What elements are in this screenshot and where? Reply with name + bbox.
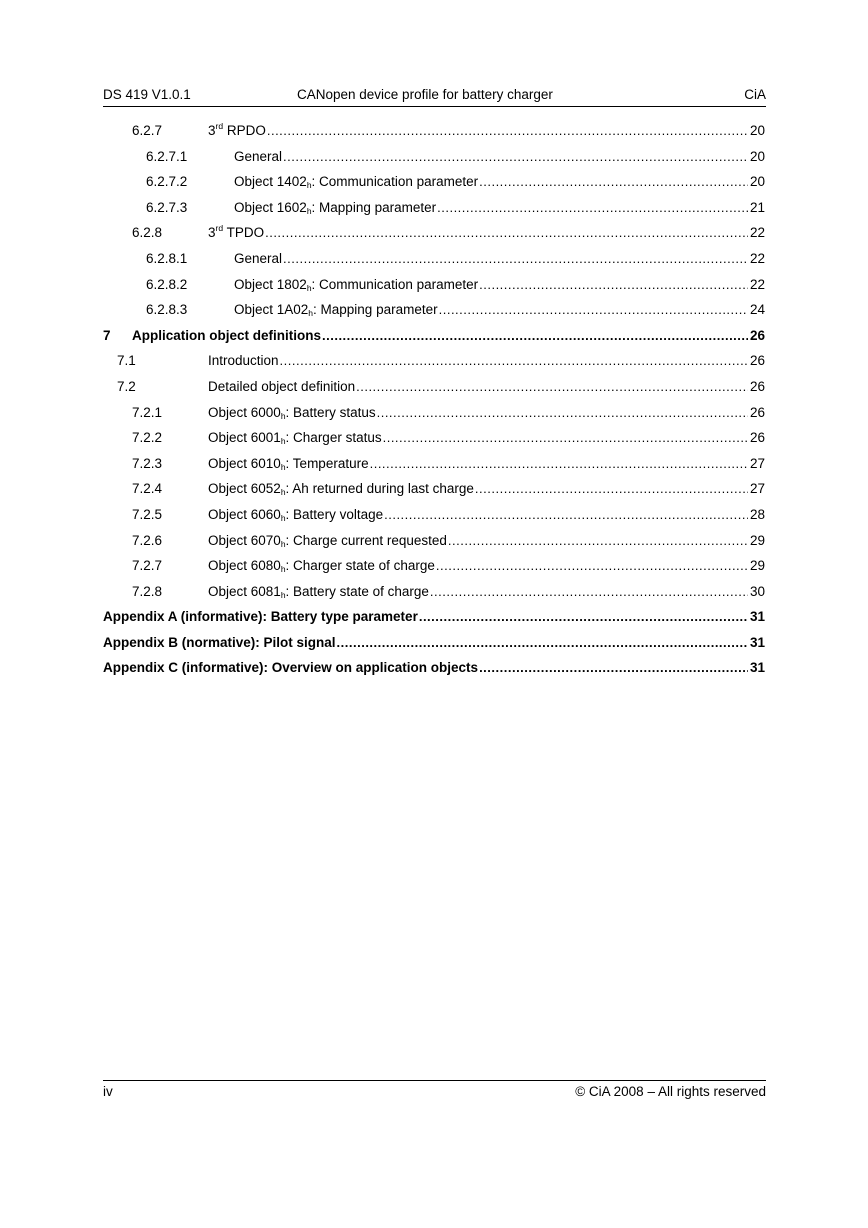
toc-entry[interactable] <box>103 632 765 658</box>
toc-entry-number: 7.2 <box>117 378 136 394</box>
toc-entry-title <box>208 222 265 243</box>
toc-entry-page: 27 <box>749 481 765 497</box>
toc-entry-number: 7.2.3 <box>132 455 163 471</box>
toc-entry-title-text: Appendix C (informative): Overview on application objects <box>103 660 479 676</box>
dot-leader <box>370 453 748 474</box>
page-number: iv <box>103 1084 113 1099</box>
toc-entry-title-text: Appendix B (normative): Pilot signal <box>103 634 336 650</box>
toc-entry[interactable] <box>103 581 765 607</box>
table-of-contents <box>103 120 765 683</box>
toc-entry-number: 7 <box>103 327 111 343</box>
dot-leader <box>479 274 748 295</box>
toc-entry-title <box>208 350 280 371</box>
toc-entry[interactable] <box>103 555 765 581</box>
dot-leader <box>383 427 748 448</box>
toc-entry-page: 22 <box>749 276 765 292</box>
toc-entry-title <box>103 606 419 627</box>
copyright: © CiA 2008 – All rights reserved <box>575 1084 766 1099</box>
toc-entry-page: 29 <box>749 532 765 548</box>
dot-leader <box>448 530 748 551</box>
toc-entry-number: 6.2.8.1 <box>146 250 188 266</box>
toc-entry[interactable] <box>103 453 765 479</box>
toc-entry-page: 31 <box>749 609 765 625</box>
toc-entry-number: 7.2.2 <box>132 430 163 446</box>
toc-entry-title-text: Object 6010 <box>208 455 281 471</box>
dot-leader <box>377 402 748 423</box>
dot-leader <box>283 248 748 269</box>
toc-entry-number: 7.1 <box>117 353 136 369</box>
dot-leader <box>479 657 748 678</box>
hex-subscript: h <box>280 538 286 549</box>
toc-entry-title-text: Object 6060 <box>208 506 281 522</box>
toc-entry-title-rest: : Charger state of charge <box>285 558 435 574</box>
dot-leader <box>479 171 748 192</box>
dot-leader <box>267 120 748 141</box>
page-footer <box>103 1080 766 1100</box>
hex-subscript: h <box>306 205 312 216</box>
toc-entry-number: 7.2.8 <box>132 583 163 599</box>
toc-entry-number: 6.2.8.2 <box>146 276 188 292</box>
toc-entry-title-rest: : Battery state of charge <box>285 583 429 599</box>
toc-entry-page: 29 <box>749 558 765 574</box>
publisher: CiA <box>744 87 766 102</box>
toc-entry[interactable] <box>103 248 765 274</box>
toc-entry-title <box>234 171 479 192</box>
toc-entry[interactable] <box>103 171 765 197</box>
toc-entry[interactable] <box>103 197 765 223</box>
toc-entry-number: 7.2.6 <box>132 532 163 548</box>
dot-leader <box>322 325 748 346</box>
toc-entry[interactable] <box>103 146 765 172</box>
toc-entry-page: 31 <box>749 634 765 650</box>
toc-entry-title-text: Detailed object definition <box>208 378 356 394</box>
toc-entry-title-text: Object 1602 <box>234 199 307 215</box>
toc-entry-page: 31 <box>749 660 765 676</box>
toc-entry-title <box>103 657 479 678</box>
hex-subscript: h <box>280 461 286 472</box>
toc-entry-title-rest: : Communication parameter <box>311 276 479 292</box>
toc-entry-page: 20 <box>749 148 765 164</box>
toc-entry-title-text: Object 1802 <box>234 276 307 292</box>
toc-entry-number: 6.2.7.3 <box>146 199 188 215</box>
toc-entry-title <box>234 299 439 320</box>
toc-entry-page: 26 <box>749 404 765 420</box>
dot-leader <box>430 581 748 602</box>
toc-entry-title <box>234 197 437 218</box>
toc-entry-title <box>208 581 430 602</box>
toc-entry-page: 28 <box>749 506 765 522</box>
toc-entry-title-text: Application object definitions <box>132 327 321 343</box>
hex-subscript: h <box>280 487 286 498</box>
document-title: CANopen device profile for battery charger <box>297 87 553 102</box>
dot-leader <box>265 222 748 243</box>
toc-entry-title-text: Object 6070 <box>208 532 281 548</box>
toc-entry-title-rest: : Battery status <box>285 404 376 420</box>
toc-entry[interactable] <box>103 299 765 325</box>
toc-entry-title <box>208 530 448 551</box>
dot-leader <box>384 504 748 525</box>
toc-entry-title-rest: : Ah returned during last charge <box>285 481 474 497</box>
toc-entry-title-text: Object 1402 <box>234 174 307 190</box>
toc-entry-title-text: 3 <box>208 123 216 138</box>
hex-subscript: h <box>306 282 312 293</box>
toc-entry-page: 20 <box>749 123 765 138</box>
toc-entry[interactable] <box>103 606 765 632</box>
hex-subscript: h <box>280 512 286 523</box>
toc-entry-title-text: Object 6081 <box>208 583 281 599</box>
toc-entry-title-rest: : Charge current requested <box>285 532 447 548</box>
dot-leader <box>419 606 748 627</box>
toc-entry-page: 22 <box>749 225 765 241</box>
toc-entry-title-rest: : Communication parameter <box>311 174 479 190</box>
dot-leader <box>280 350 748 371</box>
toc-entry-title <box>208 120 267 141</box>
toc-entry-page: 26 <box>749 327 765 343</box>
toc-entry[interactable] <box>103 657 765 683</box>
toc-entry-page: 26 <box>749 378 765 394</box>
dot-leader <box>437 197 748 218</box>
toc-entry-title-rest: : Charger status <box>285 430 382 446</box>
toc-entry-page: 21 <box>749 199 765 215</box>
toc-entry-title-rest: : Mapping parameter <box>313 302 438 318</box>
toc-entry-number: 7.2.4 <box>132 481 163 497</box>
toc-entry-title <box>208 402 377 423</box>
dot-leader <box>337 632 748 653</box>
toc-entry-page: 27 <box>749 455 765 471</box>
toc-entry-title <box>234 274 479 295</box>
toc-entry-title <box>208 427 383 448</box>
toc-entry-page: 20 <box>749 174 765 190</box>
dot-leader <box>475 478 748 499</box>
dot-leader <box>283 146 748 167</box>
toc-entry[interactable] <box>103 402 765 428</box>
toc-entry-title-text: Object 6000 <box>208 404 281 420</box>
toc-entry-number: 7.2.1 <box>132 404 163 420</box>
toc-entry-title-text: General <box>234 148 283 164</box>
toc-entry-title-text: General <box>234 250 283 266</box>
toc-entry-title-rest: : Mapping parameter <box>311 199 437 215</box>
toc-entry[interactable] <box>103 222 765 248</box>
dot-leader <box>439 299 748 320</box>
toc-entry-title <box>208 478 475 499</box>
toc-entry-title-rest: : Battery voltage <box>285 506 384 522</box>
toc-entry-title-text: Object 6052 <box>208 481 281 497</box>
toc-entry-page: 24 <box>749 302 765 318</box>
hex-subscript: h <box>280 436 286 447</box>
dot-leader <box>436 555 748 576</box>
toc-entry-title <box>208 453 370 474</box>
toc-entry-page: 22 <box>749 250 765 266</box>
toc-entry[interactable] <box>103 274 765 300</box>
toc-entry[interactable] <box>103 120 765 146</box>
toc-entry-title-rest: TPDO <box>223 225 265 241</box>
toc-entry-number: 7.2.7 <box>132 558 163 574</box>
toc-entry-title <box>234 146 283 167</box>
toc-entry-number: 7.2.5 <box>132 506 163 522</box>
toc-entry[interactable] <box>103 478 765 504</box>
hex-subscript: h <box>280 410 286 421</box>
toc-entry-title <box>208 504 384 525</box>
toc-entry-title-rest: : Temperature <box>285 455 369 471</box>
hex-subscript: h <box>280 564 286 575</box>
toc-entry-title-rest: RPDO <box>223 123 266 138</box>
toc-entry-number: 6.2.7.2 <box>146 174 188 190</box>
hex-subscript: h <box>306 180 312 191</box>
document-id: DS 419 V1.0.1 <box>103 87 191 102</box>
toc-entry[interactable] <box>103 376 765 402</box>
hex-subscript: h <box>280 589 286 600</box>
ordinal-suffix: rd <box>215 121 224 131</box>
hex-subscript: h <box>308 308 314 319</box>
toc-entry[interactable] <box>103 427 765 453</box>
toc-entry-title <box>132 325 322 346</box>
toc-entry-title <box>208 555 436 576</box>
toc-entry-title <box>103 632 337 653</box>
toc-entry-number: 6.2.8 <box>132 225 163 241</box>
toc-entry-page: 26 <box>749 353 765 369</box>
toc-entry-title <box>208 376 356 397</box>
toc-entry-page: 30 <box>749 583 765 599</box>
toc-entry-title-text: Object 6080 <box>208 558 281 574</box>
ordinal-suffix: rd <box>215 223 224 234</box>
toc-entry-page: 26 <box>749 430 765 446</box>
toc-entry-title-text: Appendix A (informative): Battery type parameter <box>103 609 418 625</box>
toc-entry[interactable] <box>103 325 765 351</box>
toc-entry[interactable] <box>103 504 765 530</box>
toc-entry-title-text: Object 1A02 <box>234 302 309 318</box>
toc-entry-number: 6.2.8.3 <box>146 302 188 318</box>
toc-entry-title-text: 3 <box>208 225 216 241</box>
page-header <box>103 87 766 107</box>
toc-entry[interactable] <box>103 350 765 376</box>
toc-entry-title-text: Object 6001 <box>208 430 281 446</box>
toc-entry[interactable] <box>103 530 765 556</box>
dot-leader <box>356 376 748 397</box>
toc-entry-number: 6.2.7 <box>132 123 163 138</box>
toc-entry-title <box>234 248 283 269</box>
toc-entry-title-text: Introduction <box>208 353 279 369</box>
toc-entry-number: 6.2.7.1 <box>146 148 188 164</box>
